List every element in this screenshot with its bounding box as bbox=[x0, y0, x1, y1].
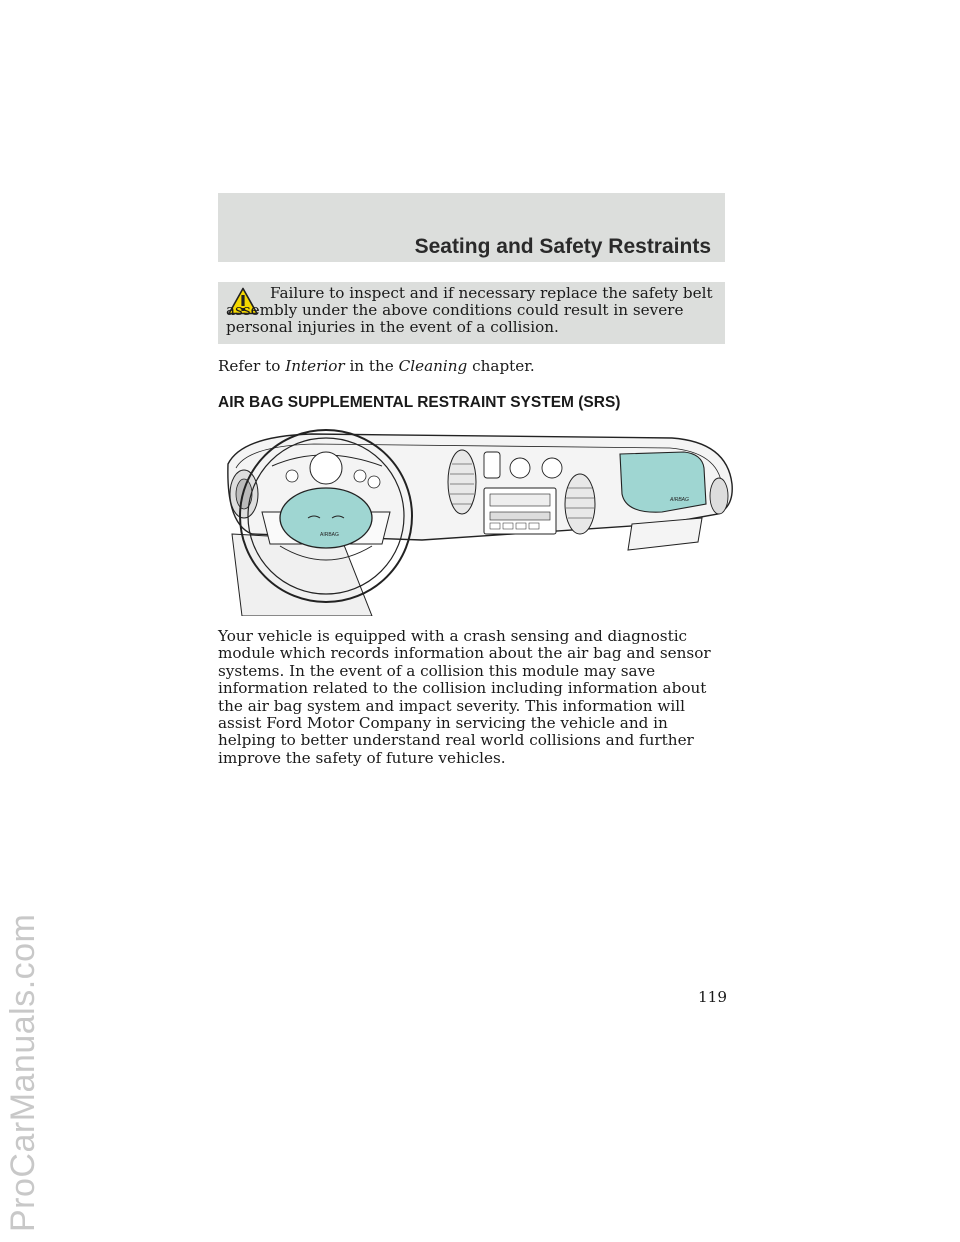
steering-airbag-label: AIRBAG bbox=[320, 532, 339, 538]
warning-text: Failure to inspect and if necessary replace the safety belt assembly under the above conditions could result in severe personal injuries in the event of a collision. bbox=[226, 284, 713, 336]
body-paragraph: Your vehicle is equipped with a crash sensing and diagnostic module which records information about the air bag and sensor systems. In the event of a collision this module may save information related to the collision including information about the air bag system and impact severity. This information will assist Ford Motor Company in servicing the vehicle and in helping to better understand real world collisions and further improve the safety of future vehicles. bbox=[218, 627, 711, 767]
refer-prefix: Refer to bbox=[218, 357, 281, 375]
chapter-title: Seating and Safety Restraints bbox=[414, 235, 711, 258]
dashboard-airbag-illustration bbox=[222, 424, 742, 616]
watermark: ProCarManuals.com bbox=[4, 913, 42, 1232]
chapter-header bbox=[218, 193, 725, 262]
refer-link-interior: Interior bbox=[285, 357, 345, 375]
passenger-airbag-label: AIRBAG bbox=[670, 497, 689, 503]
refer-link-cleaning: Cleaning bbox=[398, 357, 468, 375]
cross-reference bbox=[218, 357, 535, 375]
warning-box bbox=[218, 282, 725, 344]
section-heading: AIR BAG SUPPLEMENTAL RESTRAINT SYSTEM (SRS) bbox=[218, 394, 621, 411]
refer-suffix: chapter. bbox=[472, 357, 535, 375]
refer-middle: in the bbox=[349, 357, 394, 375]
page-number: 119 bbox=[698, 988, 727, 1006]
